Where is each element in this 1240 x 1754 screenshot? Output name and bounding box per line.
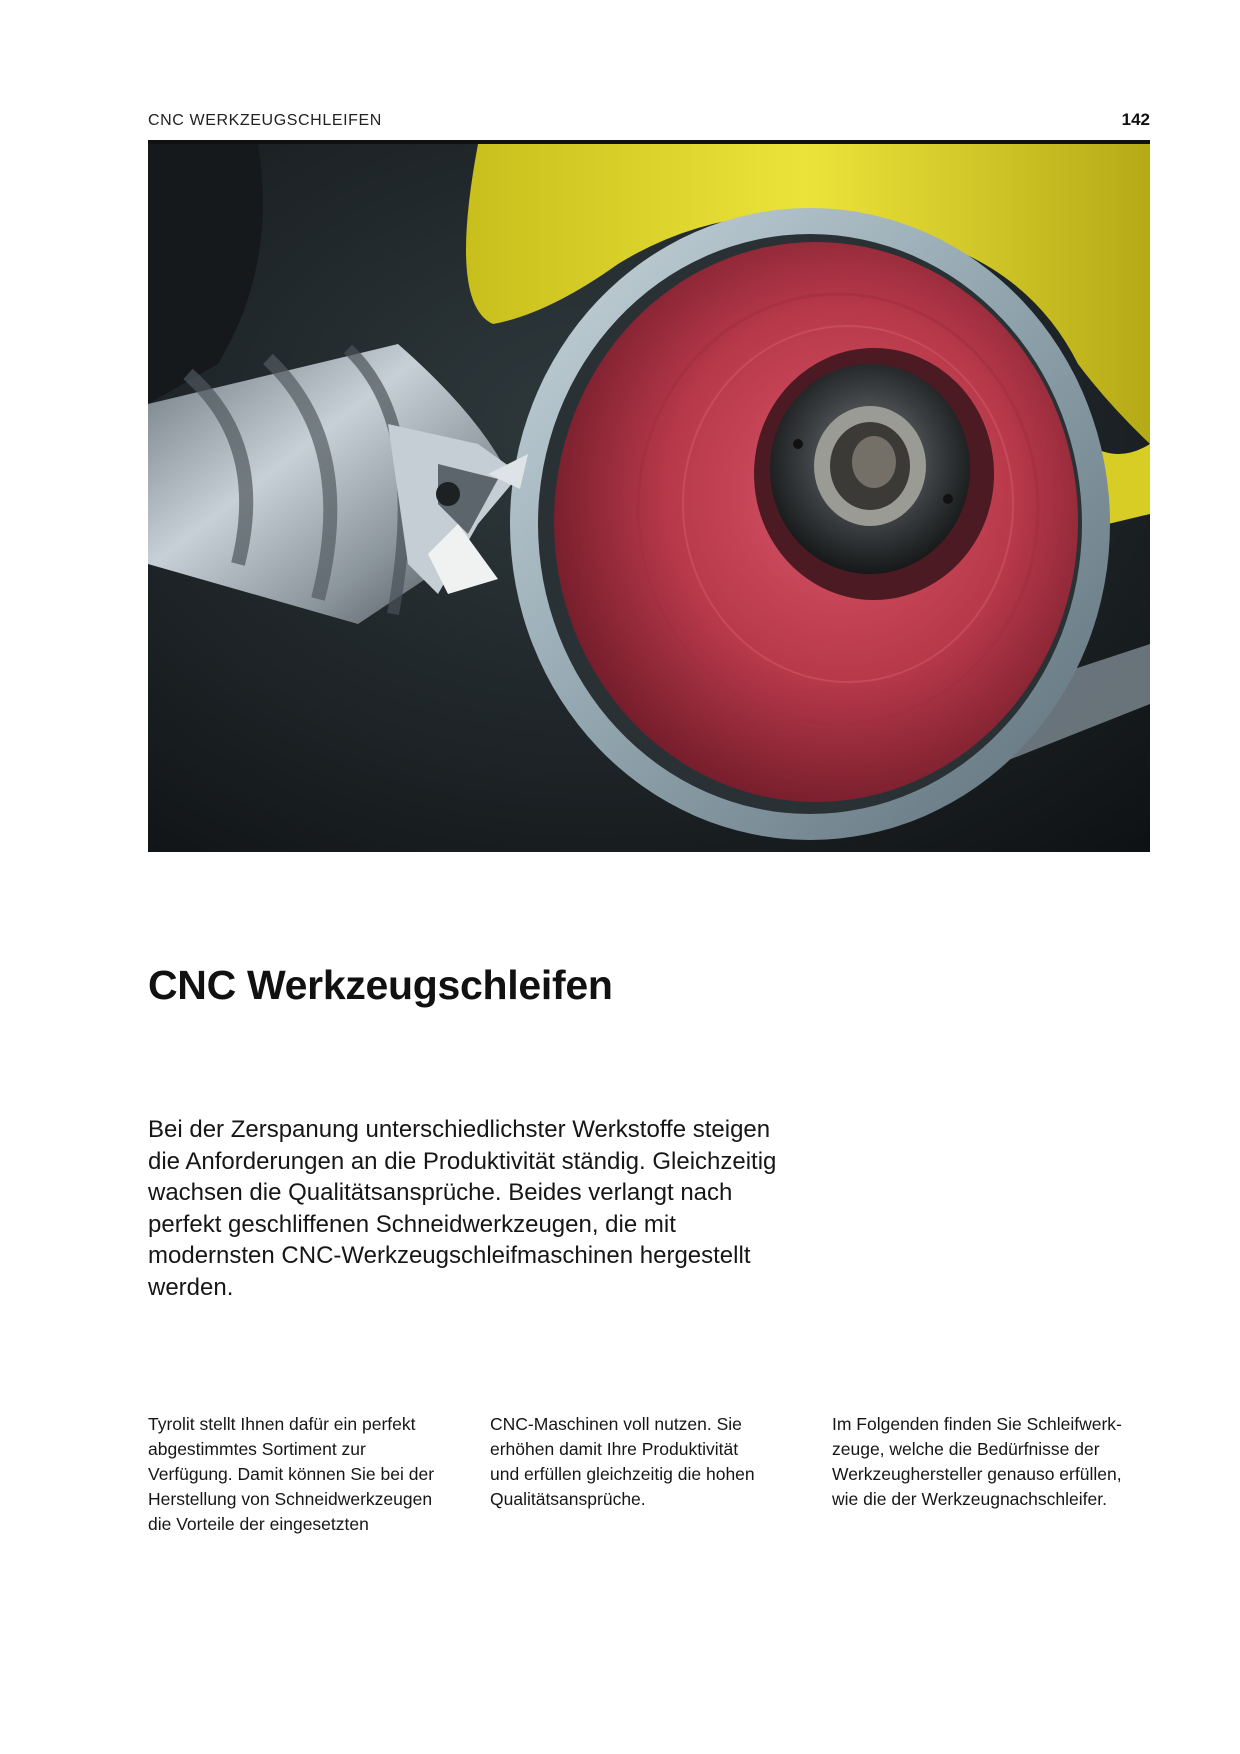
page-number: 142 <box>1121 110 1150 129</box>
body-line: Verfügung. Damit können Sie bei der <box>148 1464 435 1484</box>
body-column-1 <box>148 1412 468 1537</box>
body-line: abgestimmtes Sortiment zur <box>148 1439 366 1459</box>
lead-line: Bei der Zerspanung unterschiedlichster Werkstoffe steigen <box>148 1116 771 1143</box>
body-line: Im Folgenden finden Sie Schleifwerk- <box>832 1414 1122 1434</box>
body-column-2 <box>490 1412 810 1512</box>
lead-line: werden. <box>148 1273 234 1301</box>
hero-photo <box>148 144 1150 852</box>
body-line: Qualitätsansprüche. <box>490 1489 646 1509</box>
body-line: die Vorteile der eingesetzten <box>148 1514 369 1534</box>
body-line: wie die der Werkzeugnachschleifer. <box>832 1489 1107 1509</box>
lead-line: die Anforderungen an die Produktivität ständig. Gleichzeitig <box>148 1147 777 1175</box>
body-line: zeuge, welche die Bedürfnisse der <box>832 1439 1100 1459</box>
page-title: CNC Werkzeugschleifen <box>148 962 613 1008</box>
body-line: CNC-Maschinen voll nutzen. Sie <box>490 1414 742 1434</box>
lead-line: perfekt geschliffenen Schneidwerkzeugen, die mit <box>148 1210 676 1238</box>
body-line: Tyrolit stellt Ihnen dafür ein perfekt <box>148 1414 416 1434</box>
body-column-3 <box>832 1412 1152 1512</box>
body-line: Herstellung von Schneidwerkzeugen <box>148 1489 433 1509</box>
body-line: erhöhen damit Ihre Produktivität <box>490 1439 739 1459</box>
lead-line: modernsten CNC-Werkzeugschleifmaschinen hergestellt <box>148 1242 751 1269</box>
grinding-photo-illustration <box>148 144 1150 852</box>
page-header <box>148 110 1150 136</box>
section-label: CNC WERKZEUGSCHLEIFEN <box>148 112 382 129</box>
body-line: und erfüllen gleichzeitig die hohen <box>490 1464 755 1484</box>
lead-paragraph <box>148 1114 848 1303</box>
lead-line: wachsen die Qualitätsansprüche. Beides verlangt nach <box>148 1179 733 1206</box>
body-line: Werkzeughersteller genauso erfüllen, <box>832 1464 1122 1484</box>
